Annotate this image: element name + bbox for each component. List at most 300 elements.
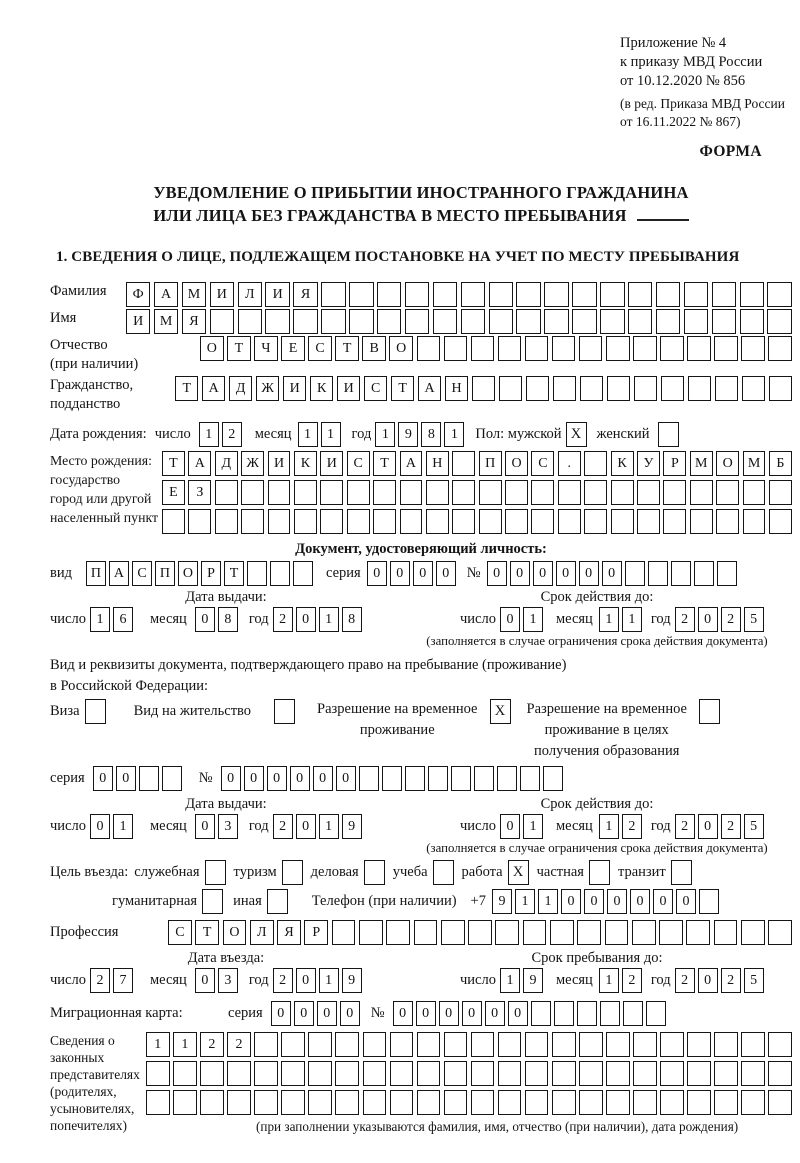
char-cell[interactable] (452, 480, 475, 505)
char-cell[interactable] (552, 1061, 576, 1086)
char-cell[interactable]: 0 (607, 889, 627, 914)
char-cell[interactable]: А (154, 282, 178, 307)
char-cell[interactable] (294, 509, 317, 534)
char-cell[interactable]: 8 (218, 607, 238, 632)
purpose-delovaya-checkbox[interactable] (364, 860, 385, 885)
char-cell[interactable] (523, 920, 547, 945)
char-cell[interactable] (400, 509, 423, 534)
char-cell[interactable] (254, 1090, 278, 1115)
char-cell[interactable] (461, 309, 485, 334)
char-cell[interactable] (661, 376, 684, 401)
char-cell[interactable] (270, 561, 290, 586)
char-cell[interactable] (444, 1032, 468, 1057)
char-cell[interactable] (428, 766, 448, 791)
char-cell[interactable]: О (178, 561, 198, 586)
char-cell[interactable]: 1 (173, 1032, 197, 1057)
char-cell[interactable]: 0 (436, 561, 456, 586)
char-cell[interactable]: Ф (126, 282, 150, 307)
char-cell[interactable]: 0 (698, 814, 718, 839)
char-cell[interactable] (606, 1032, 630, 1057)
char-cell[interactable] (146, 1090, 170, 1115)
char-cell[interactable] (552, 336, 576, 361)
char-cell[interactable]: 8 (421, 422, 441, 447)
char-cell[interactable]: Н (445, 376, 468, 401)
char-cell[interactable] (686, 920, 710, 945)
char-cell[interactable]: 1 (113, 814, 133, 839)
char-cell[interactable] (265, 309, 289, 334)
edu-permit-checkbox[interactable] (699, 699, 720, 724)
char-cell[interactable]: 0 (195, 968, 215, 993)
char-cell[interactable]: М (182, 282, 206, 307)
char-cell[interactable]: Н (426, 451, 449, 476)
char-cell[interactable]: 1 (298, 422, 318, 447)
char-cell[interactable]: Т (224, 561, 244, 586)
char-cell[interactable]: 0 (195, 814, 215, 839)
char-cell[interactable]: И (268, 451, 291, 476)
char-cell[interactable]: 1 (599, 968, 619, 993)
char-cell[interactable]: С (132, 561, 152, 586)
char-cell[interactable] (320, 480, 343, 505)
char-cell[interactable]: 7 (113, 968, 133, 993)
char-cell[interactable]: З (188, 480, 211, 505)
char-cell[interactable] (294, 480, 317, 505)
char-cell[interactable] (308, 1032, 332, 1057)
char-cell[interactable] (554, 1001, 574, 1026)
char-cell[interactable]: О (223, 920, 247, 945)
char-cell[interactable]: 9 (492, 889, 512, 914)
char-cell[interactable] (660, 1061, 684, 1086)
char-cell[interactable] (605, 920, 629, 945)
char-cell[interactable]: Р (201, 561, 221, 586)
char-cell[interactable]: 0 (296, 814, 316, 839)
char-cell[interactable]: 2 (222, 422, 242, 447)
char-cell[interactable]: С (364, 376, 387, 401)
char-cell[interactable] (633, 1090, 657, 1115)
char-cell[interactable] (335, 1061, 359, 1086)
char-cell[interactable] (335, 1090, 359, 1115)
char-cell[interactable] (382, 766, 402, 791)
char-cell[interactable]: 2 (200, 1032, 224, 1057)
char-cell[interactable]: Т (373, 451, 396, 476)
char-cell[interactable] (452, 509, 475, 534)
char-cell[interactable]: 0 (367, 561, 387, 586)
char-cell[interactable]: Ж (256, 376, 279, 401)
char-cell[interactable] (553, 376, 576, 401)
char-cell[interactable] (479, 509, 502, 534)
char-cell[interactable] (497, 766, 517, 791)
char-cell[interactable] (377, 282, 401, 307)
char-cell[interactable] (377, 309, 401, 334)
char-cell[interactable] (162, 766, 182, 791)
char-cell[interactable]: И (283, 376, 306, 401)
char-cell[interactable] (441, 920, 465, 945)
char-cell[interactable]: А (202, 376, 225, 401)
char-cell[interactable]: Я (182, 309, 206, 334)
char-cell[interactable]: 2 (675, 814, 695, 839)
char-cell[interactable] (215, 509, 238, 534)
char-cell[interactable] (499, 376, 522, 401)
char-cell[interactable]: 0 (462, 1001, 482, 1026)
char-cell[interactable]: 1 (375, 422, 395, 447)
char-cell[interactable] (247, 561, 267, 586)
char-cell[interactable] (637, 509, 660, 534)
char-cell[interactable] (471, 1090, 495, 1115)
temp-permit-checkbox[interactable]: X (490, 699, 511, 724)
char-cell[interactable]: 0 (439, 1001, 459, 1026)
char-cell[interactable] (363, 1032, 387, 1057)
char-cell[interactable]: . (558, 451, 581, 476)
char-cell[interactable] (659, 920, 683, 945)
char-cell[interactable]: Р (663, 451, 686, 476)
char-cell[interactable]: 1 (319, 968, 339, 993)
char-cell[interactable] (633, 336, 657, 361)
char-cell[interactable] (714, 336, 738, 361)
char-cell[interactable] (699, 889, 719, 914)
char-cell[interactable] (663, 480, 686, 505)
char-cell[interactable] (347, 480, 370, 505)
char-cell[interactable]: 0 (500, 814, 520, 839)
char-cell[interactable]: 0 (487, 561, 507, 586)
char-cell[interactable] (426, 509, 449, 534)
char-cell[interactable] (632, 920, 656, 945)
char-cell[interactable] (390, 1032, 414, 1057)
char-cell[interactable]: 2 (675, 607, 695, 632)
char-cell[interactable]: 0 (271, 1001, 291, 1026)
char-cell[interactable]: 0 (698, 968, 718, 993)
char-cell[interactable] (444, 336, 468, 361)
char-cell[interactable]: К (294, 451, 317, 476)
char-cell[interactable] (577, 1001, 597, 1026)
char-cell[interactable] (505, 480, 528, 505)
char-cell[interactable]: 1 (444, 422, 464, 447)
char-cell[interactable]: 0 (294, 1001, 314, 1026)
title-blank-line[interactable] (637, 208, 689, 221)
residence-permit-checkbox[interactable] (274, 699, 295, 724)
char-cell[interactable]: 1 (90, 607, 110, 632)
char-cell[interactable]: 0 (676, 889, 696, 914)
char-cell[interactable] (173, 1090, 197, 1115)
char-cell[interactable]: 0 (393, 1001, 413, 1026)
char-cell[interactable] (498, 1090, 522, 1115)
char-cell[interactable] (444, 1090, 468, 1115)
char-cell[interactable] (215, 480, 238, 505)
char-cell[interactable]: 0 (602, 561, 622, 586)
purpose-tranzit-checkbox[interactable] (671, 860, 692, 885)
char-cell[interactable] (281, 1061, 305, 1086)
char-cell[interactable]: П (86, 561, 106, 586)
char-cell[interactable] (656, 309, 680, 334)
purpose-chastnaya-checkbox[interactable] (589, 860, 610, 885)
char-cell[interactable] (633, 1032, 657, 1057)
char-cell[interactable] (373, 480, 396, 505)
char-cell[interactable]: 2 (227, 1032, 251, 1057)
char-cell[interactable] (544, 282, 568, 307)
char-cell[interactable] (646, 1001, 666, 1026)
char-cell[interactable] (451, 766, 471, 791)
char-cell[interactable]: 5 (744, 968, 764, 993)
char-cell[interactable]: О (200, 336, 224, 361)
char-cell[interactable]: 0 (698, 607, 718, 632)
char-cell[interactable] (363, 1090, 387, 1115)
char-cell[interactable] (386, 920, 410, 945)
char-cell[interactable] (687, 336, 711, 361)
char-cell[interactable]: 2 (622, 814, 642, 839)
char-cell[interactable] (390, 1061, 414, 1086)
char-cell[interactable] (712, 309, 736, 334)
char-cell[interactable]: 0 (485, 1001, 505, 1026)
char-cell[interactable] (332, 920, 356, 945)
char-cell[interactable]: 0 (93, 766, 113, 791)
char-cell[interactable] (741, 336, 765, 361)
visa-checkbox[interactable] (85, 699, 106, 724)
char-cell[interactable] (363, 1061, 387, 1086)
purpose-gumanitarnaya-checkbox[interactable] (202, 889, 223, 914)
char-cell[interactable]: О (389, 336, 413, 361)
char-cell[interactable] (227, 1061, 251, 1086)
char-cell[interactable] (241, 480, 264, 505)
char-cell[interactable] (498, 336, 522, 361)
char-cell[interactable] (188, 509, 211, 534)
char-cell[interactable] (768, 920, 792, 945)
char-cell[interactable]: У (637, 451, 660, 476)
char-cell[interactable] (656, 282, 680, 307)
char-cell[interactable]: 1 (319, 814, 339, 839)
char-cell[interactable] (743, 480, 766, 505)
char-cell[interactable] (200, 1061, 224, 1086)
char-cell[interactable]: 0 (317, 1001, 337, 1026)
char-cell[interactable] (687, 1090, 711, 1115)
sex-male-checkbox[interactable]: X (566, 422, 587, 447)
char-cell[interactable] (347, 509, 370, 534)
char-cell[interactable]: 0 (267, 766, 287, 791)
char-cell[interactable]: 1 (523, 607, 543, 632)
char-cell[interactable] (543, 766, 563, 791)
char-cell[interactable]: Т (335, 336, 359, 361)
char-cell[interactable]: С (168, 920, 192, 945)
char-cell[interactable] (584, 480, 607, 505)
char-cell[interactable]: Ч (254, 336, 278, 361)
char-cell[interactable] (414, 920, 438, 945)
char-cell[interactable] (405, 766, 425, 791)
char-cell[interactable]: А (109, 561, 129, 586)
char-cell[interactable] (200, 1090, 224, 1115)
char-cell[interactable] (268, 509, 291, 534)
char-cell[interactable] (584, 451, 607, 476)
char-cell[interactable] (461, 282, 485, 307)
char-cell[interactable]: Р (304, 920, 328, 945)
char-cell[interactable] (769, 376, 792, 401)
char-cell[interactable]: 0 (116, 766, 136, 791)
char-cell[interactable]: 2 (273, 607, 293, 632)
char-cell[interactable]: Е (162, 480, 185, 505)
char-cell[interactable] (405, 309, 429, 334)
char-cell[interactable] (600, 282, 624, 307)
char-cell[interactable]: 2 (273, 968, 293, 993)
char-cell[interactable]: 1 (146, 1032, 170, 1057)
char-cell[interactable] (600, 1001, 620, 1026)
char-cell[interactable] (671, 561, 691, 586)
char-cell[interactable] (433, 309, 457, 334)
char-cell[interactable] (767, 282, 791, 307)
char-cell[interactable]: 2 (721, 607, 741, 632)
char-cell[interactable]: 1 (500, 968, 520, 993)
char-cell[interactable]: Я (293, 282, 317, 307)
char-cell[interactable] (359, 920, 383, 945)
purpose-ucheba-checkbox[interactable] (433, 860, 454, 885)
char-cell[interactable] (516, 282, 540, 307)
char-cell[interactable]: Т (162, 451, 185, 476)
char-cell[interactable]: 2 (721, 968, 741, 993)
char-cell[interactable] (433, 282, 457, 307)
char-cell[interactable]: 9 (342, 968, 362, 993)
char-cell[interactable]: 3 (218, 968, 238, 993)
char-cell[interactable] (349, 282, 373, 307)
char-cell[interactable]: 9 (523, 968, 543, 993)
char-cell[interactable] (741, 1061, 765, 1086)
char-cell[interactable] (628, 282, 652, 307)
char-cell[interactable] (660, 1090, 684, 1115)
char-cell[interactable] (741, 1090, 765, 1115)
char-cell[interactable]: О (505, 451, 528, 476)
char-cell[interactable] (769, 480, 792, 505)
char-cell[interactable] (321, 282, 345, 307)
char-cell[interactable] (600, 309, 624, 334)
char-cell[interactable] (767, 309, 791, 334)
char-cell[interactable] (579, 1090, 603, 1115)
char-cell[interactable]: 5 (744, 607, 764, 632)
char-cell[interactable]: 2 (721, 814, 741, 839)
char-cell[interactable]: 1 (319, 607, 339, 632)
char-cell[interactable] (742, 376, 765, 401)
char-cell[interactable] (558, 480, 581, 505)
char-cell[interactable]: Б (769, 451, 792, 476)
char-cell[interactable] (544, 309, 568, 334)
char-cell[interactable] (740, 309, 764, 334)
char-cell[interactable] (712, 282, 736, 307)
char-cell[interactable] (623, 1001, 643, 1026)
char-cell[interactable] (281, 1090, 305, 1115)
purpose-turizm-checkbox[interactable] (282, 860, 303, 885)
char-cell[interactable]: С (347, 451, 370, 476)
char-cell[interactable]: А (418, 376, 441, 401)
char-cell[interactable] (694, 561, 714, 586)
char-cell[interactable]: 8 (342, 607, 362, 632)
char-cell[interactable]: 3 (218, 814, 238, 839)
char-cell[interactable] (525, 336, 549, 361)
char-cell[interactable] (633, 1061, 657, 1086)
char-cell[interactable] (684, 282, 708, 307)
char-cell[interactable]: 0 (221, 766, 241, 791)
char-cell[interactable] (471, 1061, 495, 1086)
char-cell[interactable] (714, 1061, 738, 1086)
char-cell[interactable]: 0 (296, 607, 316, 632)
char-cell[interactable] (321, 309, 345, 334)
char-cell[interactable] (525, 1061, 549, 1086)
char-cell[interactable] (489, 282, 513, 307)
char-cell[interactable] (471, 1032, 495, 1057)
char-cell[interactable] (690, 480, 713, 505)
char-cell[interactable] (552, 1090, 576, 1115)
char-cell[interactable] (320, 509, 343, 534)
char-cell[interactable] (663, 509, 686, 534)
char-cell[interactable]: К (611, 451, 634, 476)
char-cell[interactable]: 1 (538, 889, 558, 914)
char-cell[interactable] (308, 1090, 332, 1115)
purpose-rabota-checkbox[interactable]: X (508, 860, 529, 885)
char-cell[interactable]: П (155, 561, 175, 586)
char-cell[interactable] (238, 309, 262, 334)
char-cell[interactable]: С (531, 451, 554, 476)
char-cell[interactable] (472, 376, 495, 401)
char-cell[interactable]: 0 (500, 607, 520, 632)
char-cell[interactable] (308, 1061, 332, 1086)
char-cell[interactable]: 0 (653, 889, 673, 914)
char-cell[interactable] (714, 1090, 738, 1115)
char-cell[interactable] (531, 509, 554, 534)
char-cell[interactable] (373, 509, 396, 534)
char-cell[interactable]: 0 (579, 561, 599, 586)
char-cell[interactable] (526, 376, 549, 401)
char-cell[interactable] (474, 766, 494, 791)
char-cell[interactable]: 1 (599, 607, 619, 632)
char-cell[interactable] (139, 766, 159, 791)
char-cell[interactable]: Д (215, 451, 238, 476)
char-cell[interactable]: Л (250, 920, 274, 945)
char-cell[interactable] (743, 509, 766, 534)
char-cell[interactable] (173, 1061, 197, 1086)
char-cell[interactable] (495, 920, 519, 945)
char-cell[interactable] (498, 1032, 522, 1057)
char-cell[interactable]: 1 (599, 814, 619, 839)
char-cell[interactable] (531, 480, 554, 505)
char-cell[interactable]: С (308, 336, 332, 361)
char-cell[interactable]: Ж (241, 451, 264, 476)
char-cell[interactable]: П (479, 451, 502, 476)
char-cell[interactable] (716, 509, 739, 534)
char-cell[interactable] (768, 1090, 792, 1115)
char-cell[interactable]: 0 (290, 766, 310, 791)
char-cell[interactable] (611, 509, 634, 534)
char-cell[interactable]: Д (229, 376, 252, 401)
char-cell[interactable]: 2 (675, 968, 695, 993)
char-cell[interactable] (769, 509, 792, 534)
char-cell[interactable]: М (690, 451, 713, 476)
purpose-sluzhebnaya-checkbox[interactable] (205, 860, 226, 885)
char-cell[interactable]: 0 (416, 1001, 436, 1026)
char-cell[interactable] (241, 509, 264, 534)
char-cell[interactable] (400, 480, 423, 505)
char-cell[interactable]: 0 (510, 561, 530, 586)
char-cell[interactable]: А (400, 451, 423, 476)
char-cell[interactable]: Л (238, 282, 262, 307)
char-cell[interactable] (637, 480, 660, 505)
char-cell[interactable] (714, 920, 738, 945)
char-cell[interactable] (405, 282, 429, 307)
char-cell[interactable] (146, 1061, 170, 1086)
char-cell[interactable]: М (743, 451, 766, 476)
char-cell[interactable]: 9 (398, 422, 418, 447)
char-cell[interactable] (468, 920, 492, 945)
char-cell[interactable] (580, 376, 603, 401)
char-cell[interactable] (579, 1061, 603, 1086)
char-cell[interactable]: 0 (90, 814, 110, 839)
char-cell[interactable]: А (188, 451, 211, 476)
char-cell[interactable] (690, 509, 713, 534)
char-cell[interactable]: 1 (199, 422, 219, 447)
char-cell[interactable] (579, 1032, 603, 1057)
char-cell[interactable] (293, 309, 317, 334)
char-cell[interactable] (417, 336, 441, 361)
